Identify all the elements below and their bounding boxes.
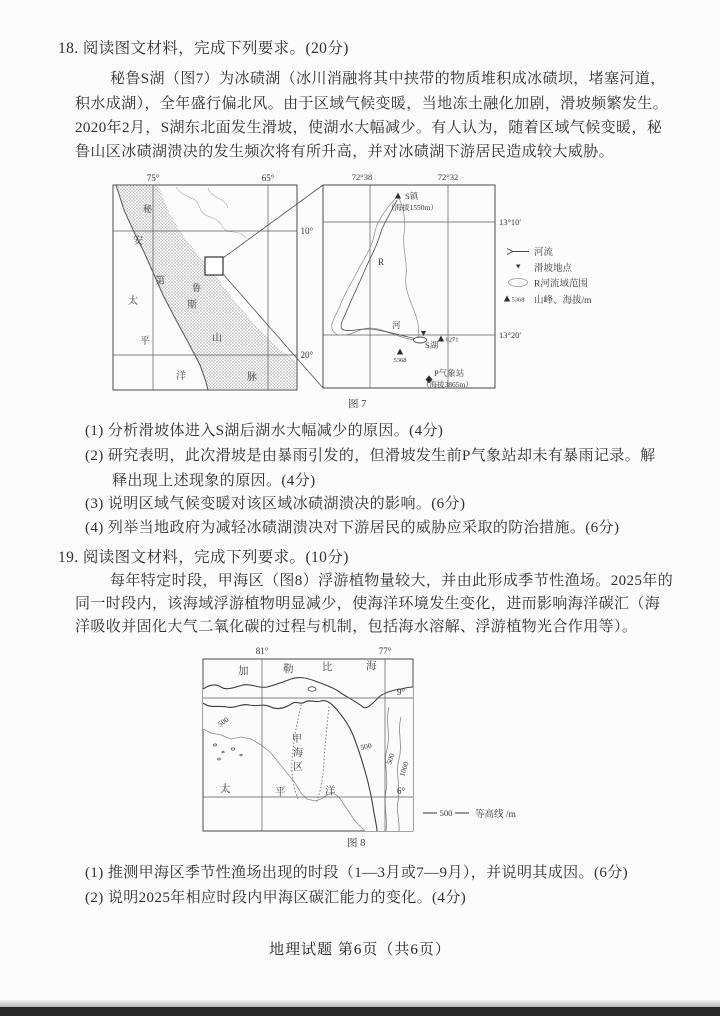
mountain-range-char: 山 (212, 333, 222, 344)
sea-label-char: 加 (238, 666, 249, 677)
question-item-continued: 释出现上述现象的原因。(4分) (112, 473, 316, 489)
paragraph-line: 2020年2月，S湖东北面发生滑坡，使湖水大幅减少。有人认为，随着区域气候变暖，秘 (75, 120, 663, 136)
weather-station-elevation: （海拔3865m） (422, 380, 473, 389)
question-item: (2) 说明2025年相应时段内甲海区碳汇能力的变化。(4分) (85, 890, 467, 906)
ocean-label-char: 平 (275, 787, 286, 798)
mountain-range-char: 脉 (247, 372, 257, 383)
legend-label: 滑坡地点 (534, 264, 573, 274)
legend-label: 河流 (534, 248, 554, 258)
area-label-char: 甲 (292, 734, 302, 745)
inset-connector-top (223, 185, 323, 258)
lat-label: 20° (300, 350, 314, 360)
isthmus-lake (308, 687, 316, 691)
lowland-river (208, 188, 228, 208)
country-label-char: 鲁 (192, 283, 202, 293)
lat-label: 13°20′ (499, 330, 522, 340)
peak-icon (397, 349, 403, 355)
peak-elevation: 5368 (393, 357, 407, 364)
figure-caption: 图 7 (348, 399, 367, 410)
question-item: (1) 推测甲海区季节性渔场出现的时段（1—3月或7—9月），并说明其成因。(6分) (85, 865, 629, 881)
ocean-label-char: 太 (220, 784, 231, 795)
peak-legend-value: 5368 (511, 296, 525, 304)
paragraph-line: 积水成湖），全年盛行偏北风。由于区域气候变暖，当地冻土融化加剧，滑坡频繁发生。 (75, 96, 669, 112)
peak-icon (438, 336, 444, 342)
lat-label: 9° (397, 687, 406, 697)
lon-label: 72°32 (437, 172, 459, 182)
paragraph-line: 鲁山区冰碛湖溃决的发生频次将有所升高，并对冰碛湖下游居民造成较大威胁。 (75, 144, 615, 160)
town-label: S镇 (405, 191, 419, 201)
basin-boundary (398, 196, 419, 340)
river-R (341, 200, 419, 340)
lon-label: 81° (255, 646, 269, 656)
sea-label-char: 勒 (283, 664, 294, 675)
contour-label: 500 (359, 740, 373, 752)
land-and-shelf-area (203, 677, 413, 831)
figure-8-legend (423, 808, 517, 820)
river-letter-label: R (378, 257, 385, 267)
ocean-label-char: 平 (140, 336, 150, 347)
mountain-range-char: 斯 (187, 300, 197, 311)
lat-label: 6° (397, 786, 406, 796)
figure-caption: 图 8 (347, 838, 366, 849)
question-item: (1) 分析滑坡体进入S湖后湖水大幅减少的原因。(4分) (85, 423, 444, 439)
lon-label: 65° (261, 173, 275, 183)
lake-label: S湖 (425, 340, 439, 350)
mountain-range-char: 安 (133, 236, 143, 247)
paragraph-line: 秘鲁S湖（图7）为冰碛湖（冰川消融将其中挟带的物质堆积成冰碛坝，堵塞河道， (110, 71, 666, 87)
country-label-char: 秘 (143, 204, 153, 214)
legend-label: 山峰、海拔/m (534, 296, 592, 306)
inset-locator-square (205, 257, 223, 275)
islands (213, 744, 242, 760)
page-edge-shadow (0, 1000, 720, 1007)
figure-7-legend (504, 246, 592, 306)
area-label-char: 区 (293, 762, 303, 773)
basin-legend-icon (509, 279, 528, 287)
area-label-char: 海 (293, 748, 303, 759)
town-marker (395, 193, 401, 199)
peak-legend-icon (504, 296, 510, 302)
legend-label: R河流域范围 (534, 279, 588, 290)
figure-7 (108, 170, 620, 416)
question-18-header: 18. 阅读图文材料，完成下列要求。(20分) (58, 40, 349, 57)
town-elevation: （海拔1550m） (387, 203, 438, 212)
ocean-label-char: 洋 (325, 786, 336, 797)
lon-label: 75° (146, 173, 160, 183)
ocean-label-char: 太 (128, 296, 138, 307)
legend-label: 等高线 /m (475, 810, 516, 820)
lon-label: 77° (378, 646, 392, 656)
sea-label-char: 海 (366, 661, 377, 672)
page-footer: 地理试题 第6页（共6页） (269, 942, 451, 958)
contour-label: 500 (215, 714, 231, 729)
question-item: (2) 研究表明，此次滑坡是由暴雨引发的，但滑坡发生前P气象站却未有暴雨记录。解 (85, 448, 656, 464)
lon-label: 72°38 (351, 172, 373, 182)
lowland-river (176, 187, 246, 238)
question-item: (4) 列举当地政府为减轻冰碛湖溃决对下游居民的威胁应采取的防治措施。(6分) (85, 520, 620, 536)
paragraph-line: 同一时段内，该海域浮游植物明显减少，使海洋环境发生变化，进而影响海洋碳汇（海 (75, 596, 661, 612)
weather-station-label: P气象站 (434, 368, 465, 378)
question-item: (3) 说明区域气候变暖对该区域冰碛湖溃决的影响。(6分) (85, 496, 466, 512)
contour-label: 1000 (397, 760, 411, 778)
landslide-legend-icon (516, 265, 520, 269)
contour-label: 500 (384, 752, 397, 766)
lat-label: 10° (300, 226, 314, 236)
figure-8 (195, 645, 525, 857)
page-edge-dark (0, 1007, 720, 1016)
question-19-header: 19. 阅读图文材料，完成下列要求。(10分) (58, 549, 349, 566)
ocean-label-char: 洋 (176, 371, 186, 382)
sea-label-char: 比 (322, 662, 333, 673)
river-char-label: 河 (392, 320, 401, 330)
peak-elevation: 6271 (445, 336, 459, 344)
lat-label: 13°10′ (499, 217, 522, 227)
contour-legend-value: 500 (439, 808, 453, 818)
paragraph-line: 每年特定时段，甲海区（图8）浮游植物量较大，并由此形成季节性渔场。2025年的 (110, 573, 674, 589)
paragraph-line: 洋吸收并固化大气二氧化碳的过程与机制，包括海水溶解、浮游植物光合作用等）。 (75, 619, 638, 635)
mountain-range-char: 第 (155, 276, 165, 287)
river-legend-icon (507, 249, 529, 255)
